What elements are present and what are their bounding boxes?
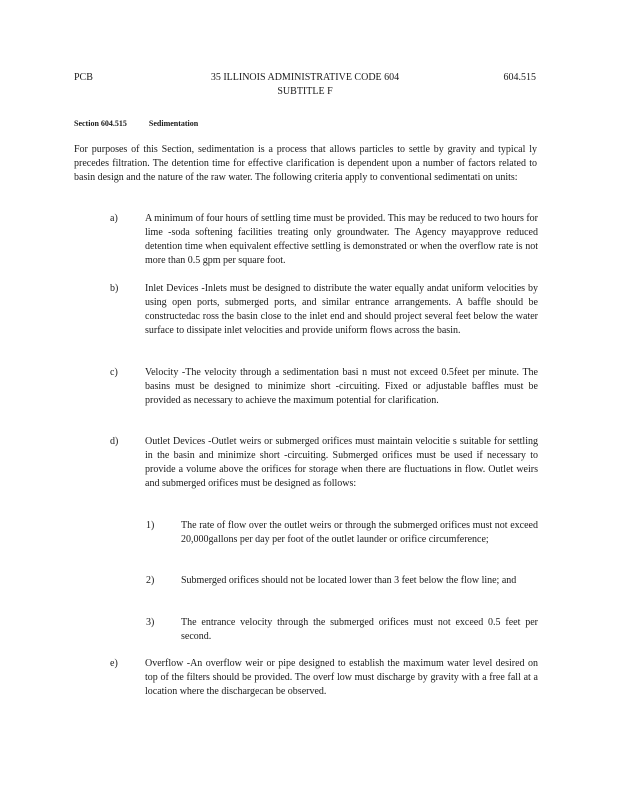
sub-item-label: 2) (146, 575, 155, 586)
intro-paragraph: For purposes of this Section, sedimentation is a process that allows particles to settle by gravity and typical ly precedes filtration. The detention time for effective clarification is dependent upon a number of factors related to basin design and the nature of the raw water. The following criteria apply to conventional sedimentati on units: (74, 144, 537, 183)
list-item-text: A minimum of four hours of settling time must be provided. This may be reduced to two hours for lime -soda softening facilities treating only groundwater. The Agency mayapprove reduced detention time when equivalent effective settling is demonstrated or when the overflow rate is not more than 0.5 gpm per square foot. (145, 213, 538, 266)
header-subtitle-line: SUBTITLE F (277, 86, 333, 97)
sub-item-label: 3) (146, 617, 155, 628)
list-item-label: a) (110, 213, 118, 224)
header-code-title (74, 71, 536, 99)
header-agency: PCB (74, 72, 93, 83)
sub-item-text: Submerged orifices should not be located lower than 3 feet below the flow line; and (181, 575, 517, 586)
section-heading (74, 117, 220, 131)
list-item-label: d) (110, 436, 119, 447)
header-section-number: 604.515 (503, 72, 536, 83)
list-item-text: Outlet Devices -Outlet weirs or submerged orifices must maintain velocitie s suitable for settling in the basin and minimize short -circuiting. Submerged orifices must be used if necessary to provide a volume above the orifices for storage when there are fluctuations in flow. Outlet weirs and submerged orifices must be designed as follows: (145, 436, 538, 489)
sub-item-text: The rate of flow over the outlet weirs or through the submerged orifices must not exceed 20,000gallons per day per foot of the outlet launder or orifice circumference; (181, 520, 538, 545)
header-code-line: 35 ILLINOIS ADMINISTRATIVE CODE 604 (210, 72, 400, 83)
list-item-text: Overflow -An overflow weir or pipe designed to establish the maximum water level desired on top of the filters should be provided. The overf low must discharge by gravity with a free fall at a location where the dischargecan be observed. (145, 658, 538, 697)
section-number: Section 604.515 (74, 119, 127, 128)
list-item-label: c) (110, 367, 118, 378)
list-item-text: Velocity -The velocity through a sedimentation basi n must not exceed 0.5feet per minute. The basins must be designed to minimize short -circuiting. Fixed or adjustable baffles must be provided as necessary to achieve the maximum potential for clarification. (145, 367, 538, 406)
sub-item-text: The entrance velocity through the submerged orifices must not exceed 0.5 feet per second. (181, 617, 538, 642)
page-header (74, 71, 536, 101)
section-title: Sedimentation (148, 119, 199, 128)
list-item-label: e) (110, 658, 118, 669)
list-item-text: Inlet Devices -Inlets must be designed to distribute the water equally andat uniform velocities by using open ports, submerged ports, and similar entrance arrangements. A baffle should be constructedac ross the basin close to the inlet end and should project several feet below the water surface to dissipate inlet velocities and provide uniform flows across the basin. (145, 283, 538, 336)
list-item-label: b) (110, 283, 119, 294)
sub-item-label: 1) (146, 520, 155, 531)
